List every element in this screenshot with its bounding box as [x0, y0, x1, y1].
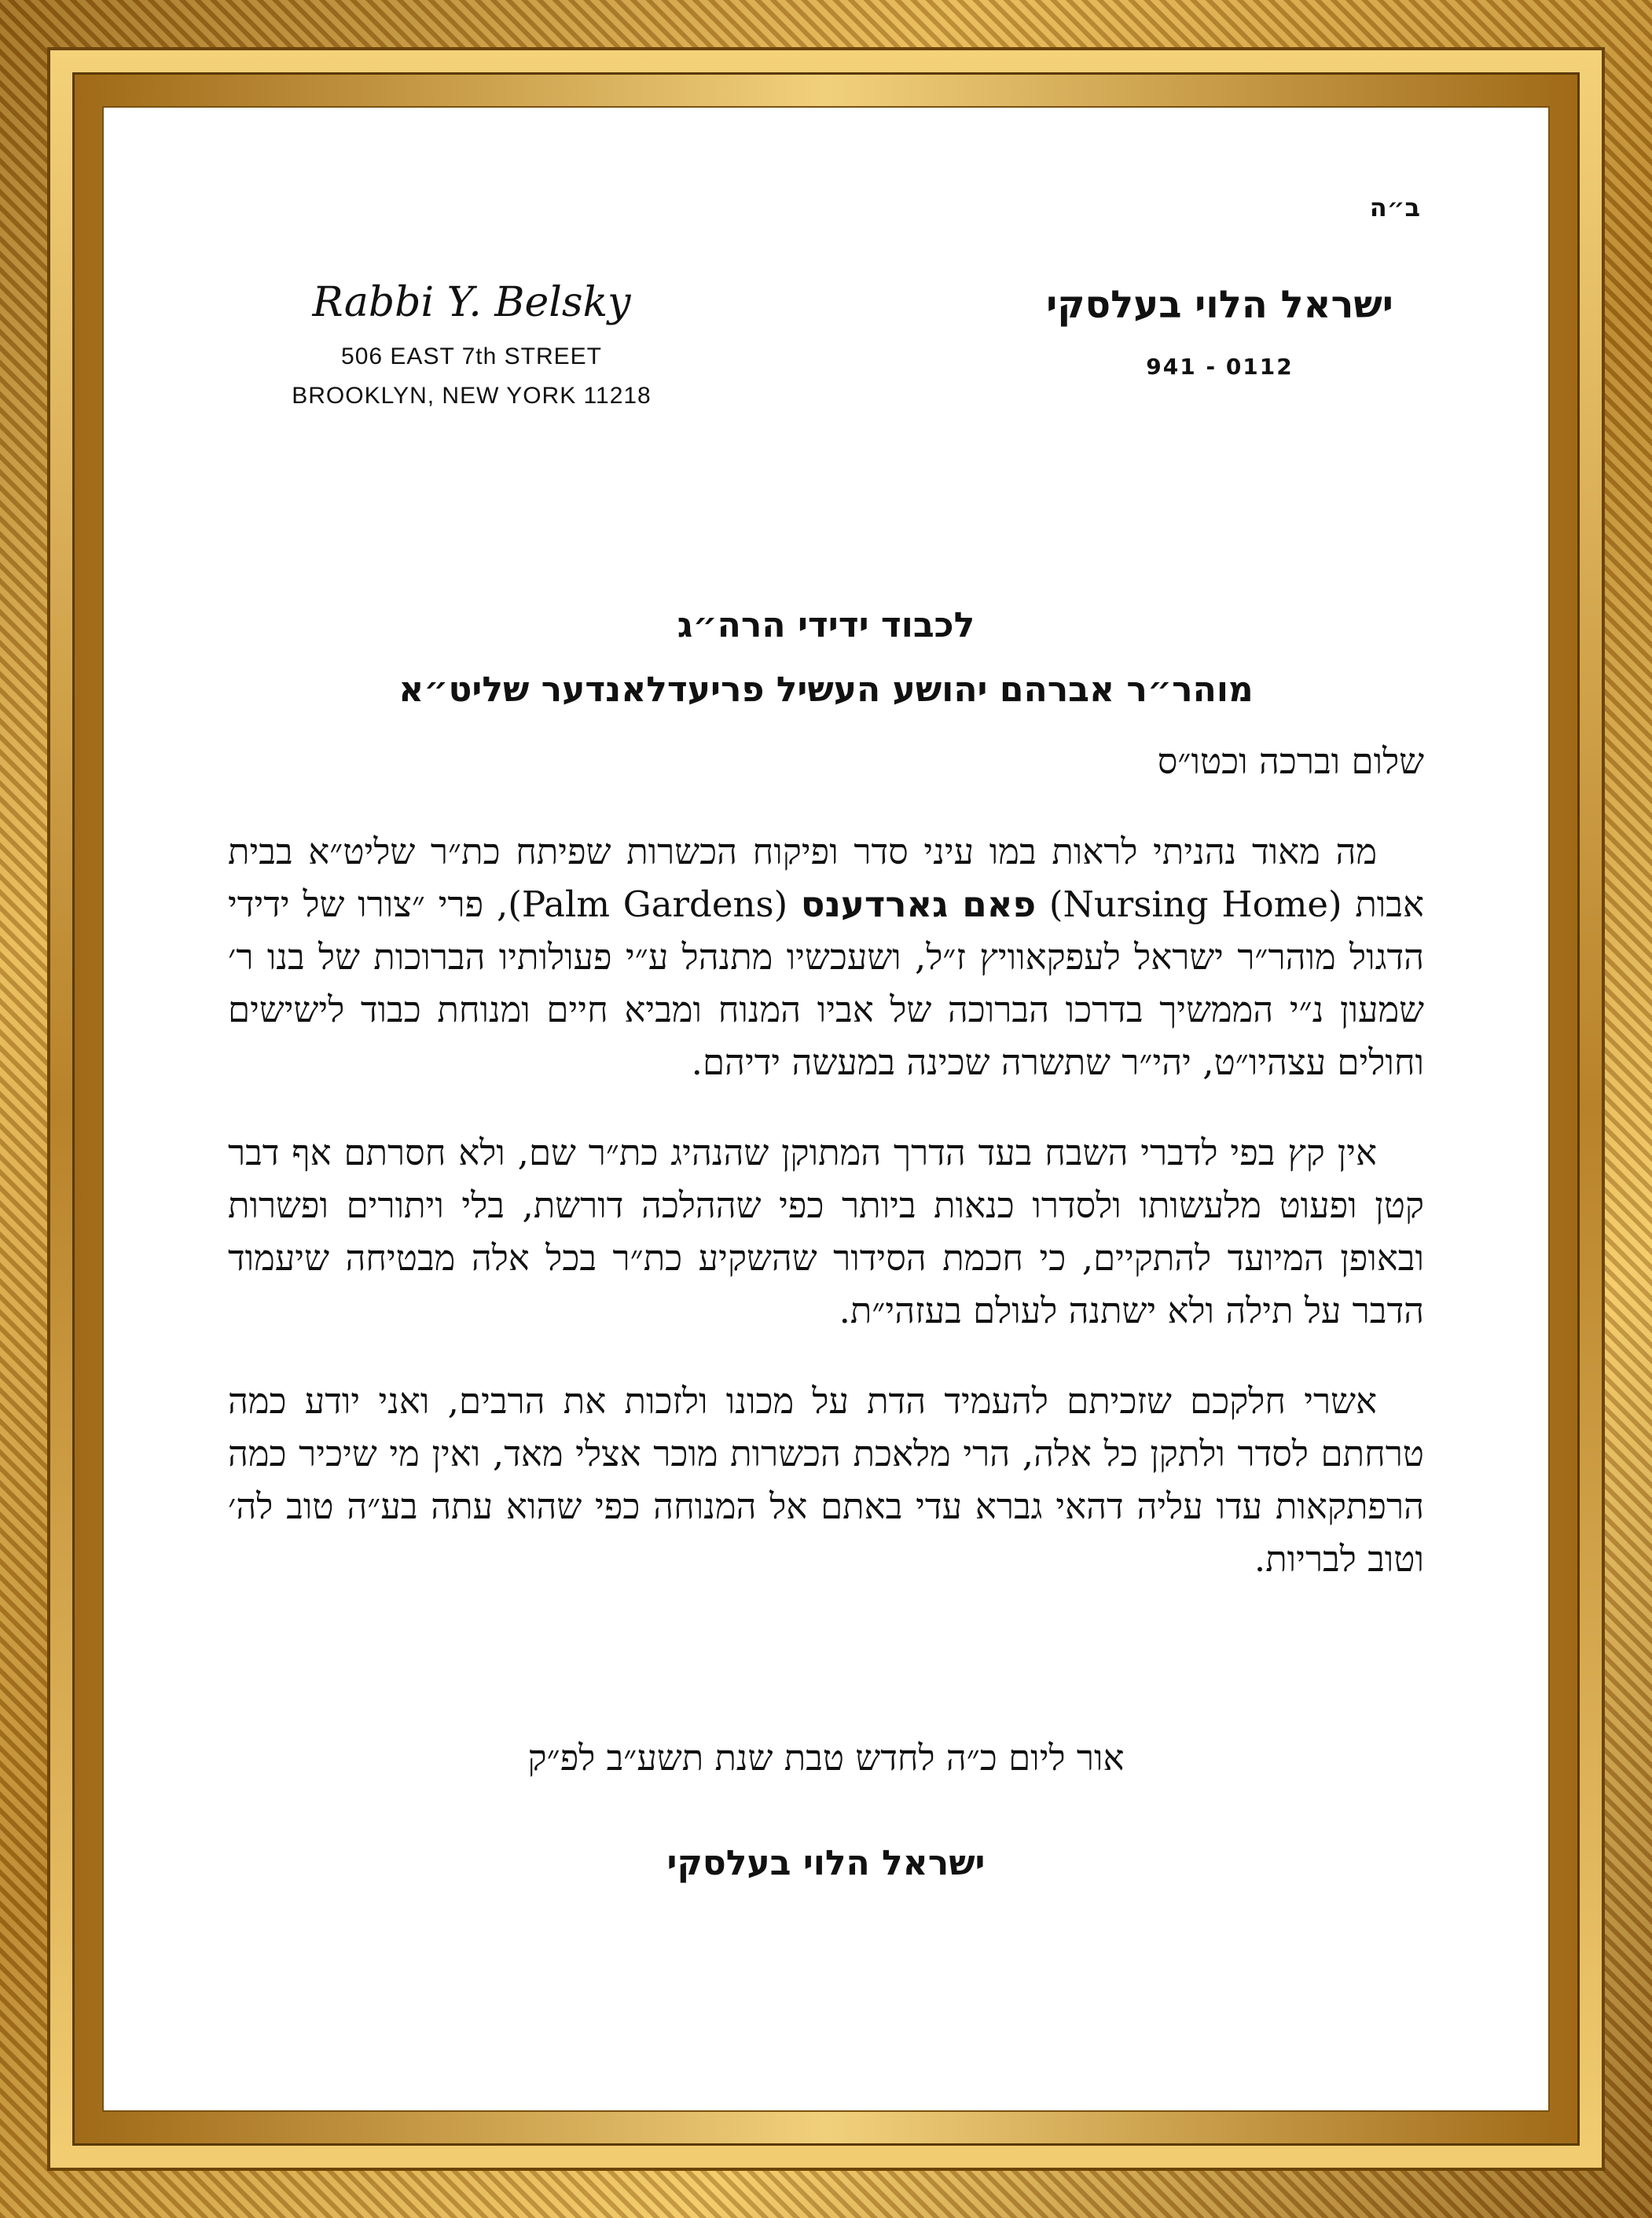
addressee-line-2: מוהר״ר אברהם יהושע העשיל פריעדלאנדער שליט״א [398, 670, 1254, 710]
paragraph-1-part-b: (Palm Gardens), פרי ״צורו של ידידי הדגול מוהר״ר ישראל לעפקאוויץ ז״ל, ושעכשיו מתנהל ע״י פעולותיו הברוכות של בנו ר׳ שמעון נ״י הממשיך בדרכו הברוכה של אביו המנוח ומביא חיים ומנוחת כבוד לישישים וחולים עצהיו״ט, יהי״ר שתשרה שכינה במעשה ידיהם. [228, 883, 1424, 1083]
hebrew-name: ישראל הלוי בעלסקי [1046, 283, 1393, 327]
letter-document [102, 106, 1550, 2112]
addressee-line-1: לכבוד ידידי הרה״ג [677, 605, 975, 645]
greeting: שלום וברכה וכטו״ס [1157, 740, 1424, 782]
signature: ישראל הלוי בעלסקי [666, 1843, 986, 1883]
paragraph-2: אין קץ בפי לדברי השבח בעד הדרך המתוקן שהנהיג כת״ר שם, ולא חסרתם אף דבר קטן ופעוט מלעשותו ולסדרו כנאות ביותר כפי שההלכה דורשת, בלי ויתורים ופשרות ובאופן המיועד להתקיים, כי חכמת הסידור שהשקיע כת״ר בכל אלה מבטיחה שיעמוד הדבר על תילה ולא ישתנה לעולם בעזהי״ת. [228, 1132, 1424, 1331]
letterhead-hebrew [1015, 283, 1424, 380]
address-line-1: 506 EAST 7th STREET [341, 343, 602, 369]
palm-gardens-hebrew: פאם גארדענס [800, 883, 1037, 925]
letter-body [228, 735, 1424, 1623]
paragraph-1 [228, 825, 1424, 1089]
date-line: אור ליום כ״ה לחדש טבת שנת תשע״ב לפ״ק [527, 1737, 1125, 1779]
bh-header: ב״ה [1369, 193, 1420, 222]
addressee [102, 593, 1550, 722]
paragraph-1-part-a: מה מאוד נהניתי לראות במו עיני סדר ופיקוח הכשרות שפיתח כת״ר שליט״א בבית אבות (Nursing Home) [228, 831, 1424, 925]
phone-number: 941 - 0112 [1146, 354, 1294, 380]
address-line-2: BROOKLYN, NEW YORK 11218 [292, 383, 652, 409]
letter-paper [102, 106, 1550, 2112]
letterhead-english [267, 279, 676, 416]
paragraph-3: אשרי חלקכם שזכיתם להעמיד הדת על מכונו ולזכות את הרבים, ואני יודע כמה טרחתם לסדר ולתקן כל אלה, הרי מלאכת הכשרות מוכר אצלי מאד, ואין מי שיכיר כמה הרפתקאות עדו עליה דהאי גברא עדי באתם אל המנוחה כפי שהוא עתה בע״ה טוב לה׳ וטוב לבריות. [228, 1380, 1424, 1580]
english-name: Rabbi Y. Belsky [312, 279, 631, 326]
